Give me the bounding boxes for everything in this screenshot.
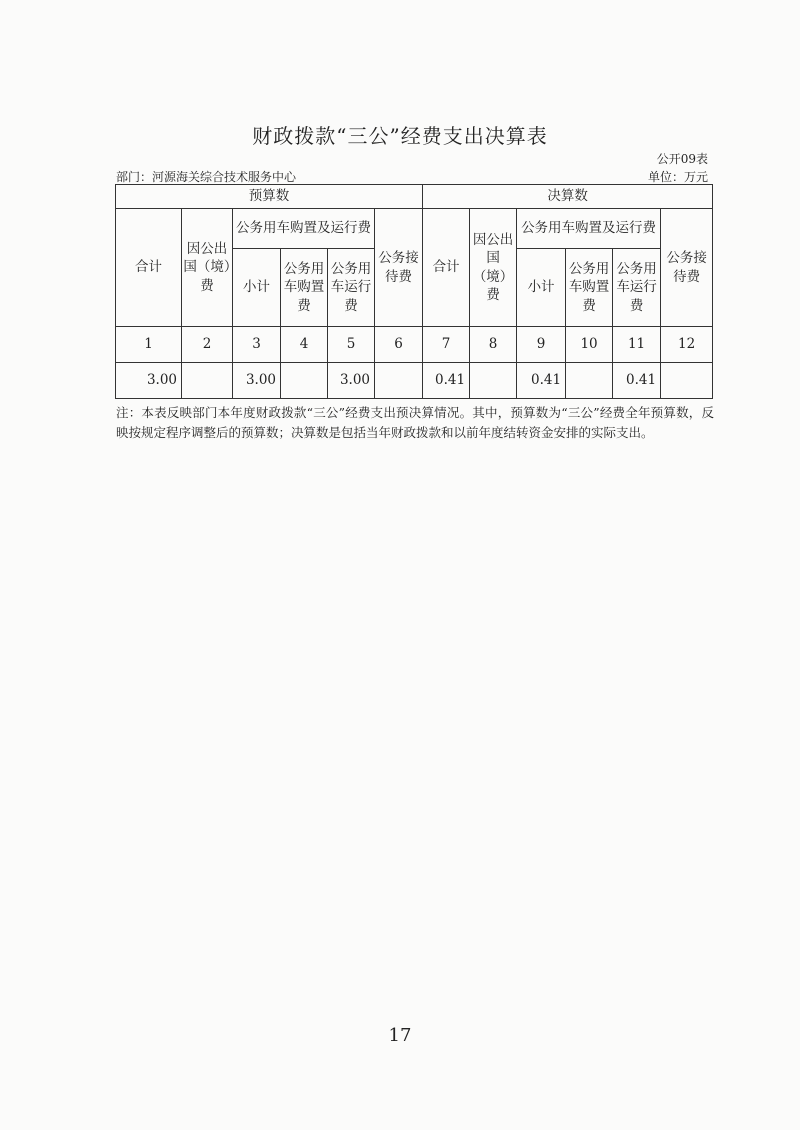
column-number: 9 (517, 327, 566, 363)
header-subtotal: 小计 (517, 249, 566, 327)
value-cell: 0.41 (613, 363, 661, 399)
column-number-row (116, 327, 713, 363)
header-total: 合计 (116, 209, 182, 327)
department-label: 部门：河源海关综合技术服务中心 (116, 170, 297, 184)
budget-header: 预算数 (116, 185, 423, 209)
column-number: 7 (423, 327, 470, 363)
value-cell (566, 363, 613, 399)
form-code: 公开09表 (656, 152, 708, 166)
column-number: 10 (566, 327, 613, 363)
header-reception: 公务接待费 (661, 209, 713, 327)
value-cell (281, 363, 328, 399)
value-cell: 3.00 (233, 363, 281, 399)
value-cell: 3.00 (328, 363, 375, 399)
unit-label: 单位：万元 (647, 170, 708, 184)
header-vehicle-purchase: 公务用车购置费 (566, 249, 613, 327)
column-number: 2 (182, 327, 233, 363)
value-cell: 0.41 (517, 363, 566, 399)
header-vehicle-operation: 公务用车运行费 (613, 249, 661, 327)
value-cell (470, 363, 517, 399)
value-cell (182, 363, 233, 399)
column-number: 3 (233, 327, 281, 363)
value-cell (375, 363, 423, 399)
column-number: 11 (613, 327, 661, 363)
column-number: 4 (281, 327, 328, 363)
column-number: 8 (470, 327, 517, 363)
final-header: 决算数 (423, 185, 713, 209)
header-vehicle-operation: 公务用车运行费 (328, 249, 375, 327)
column-number: 5 (328, 327, 375, 363)
header-subtotal: 小计 (233, 249, 281, 327)
expenditure-table (115, 184, 713, 399)
header-vehicle-group: 公务用车购置及运行费 (517, 209, 661, 249)
header-vehicle-purchase: 公务用车购置费 (281, 249, 328, 327)
footnote: 注：本表反映部门本年度财政拨款“三公”经费支出预决算情况。其中，预算数为“三公”经费全年预算数，反映按规定程序调整后的预算数；决算数是包括当年财政拨款和以前年度结转资金安排的实际支出。 (116, 405, 714, 440)
value-cell (661, 363, 713, 399)
value-row (116, 363, 713, 399)
column-number: 1 (116, 327, 182, 363)
column-number: 6 (375, 327, 423, 363)
header-abroad: 因公出国（境）费 (182, 209, 233, 327)
header-vehicle-group: 公务用车购置及运行费 (233, 209, 375, 249)
value-cell: 3.00 (116, 363, 182, 399)
page-title: 财政拨款“三公”经费支出决算表 (252, 124, 548, 148)
header-total: 合计 (423, 209, 470, 327)
column-number: 12 (661, 327, 713, 363)
page-number: 17 (388, 1025, 412, 1046)
value-cell: 0.41 (423, 363, 470, 399)
header-reception: 公务接待费 (375, 209, 423, 327)
header-abroad: 因公出国（境）费 (470, 209, 517, 327)
